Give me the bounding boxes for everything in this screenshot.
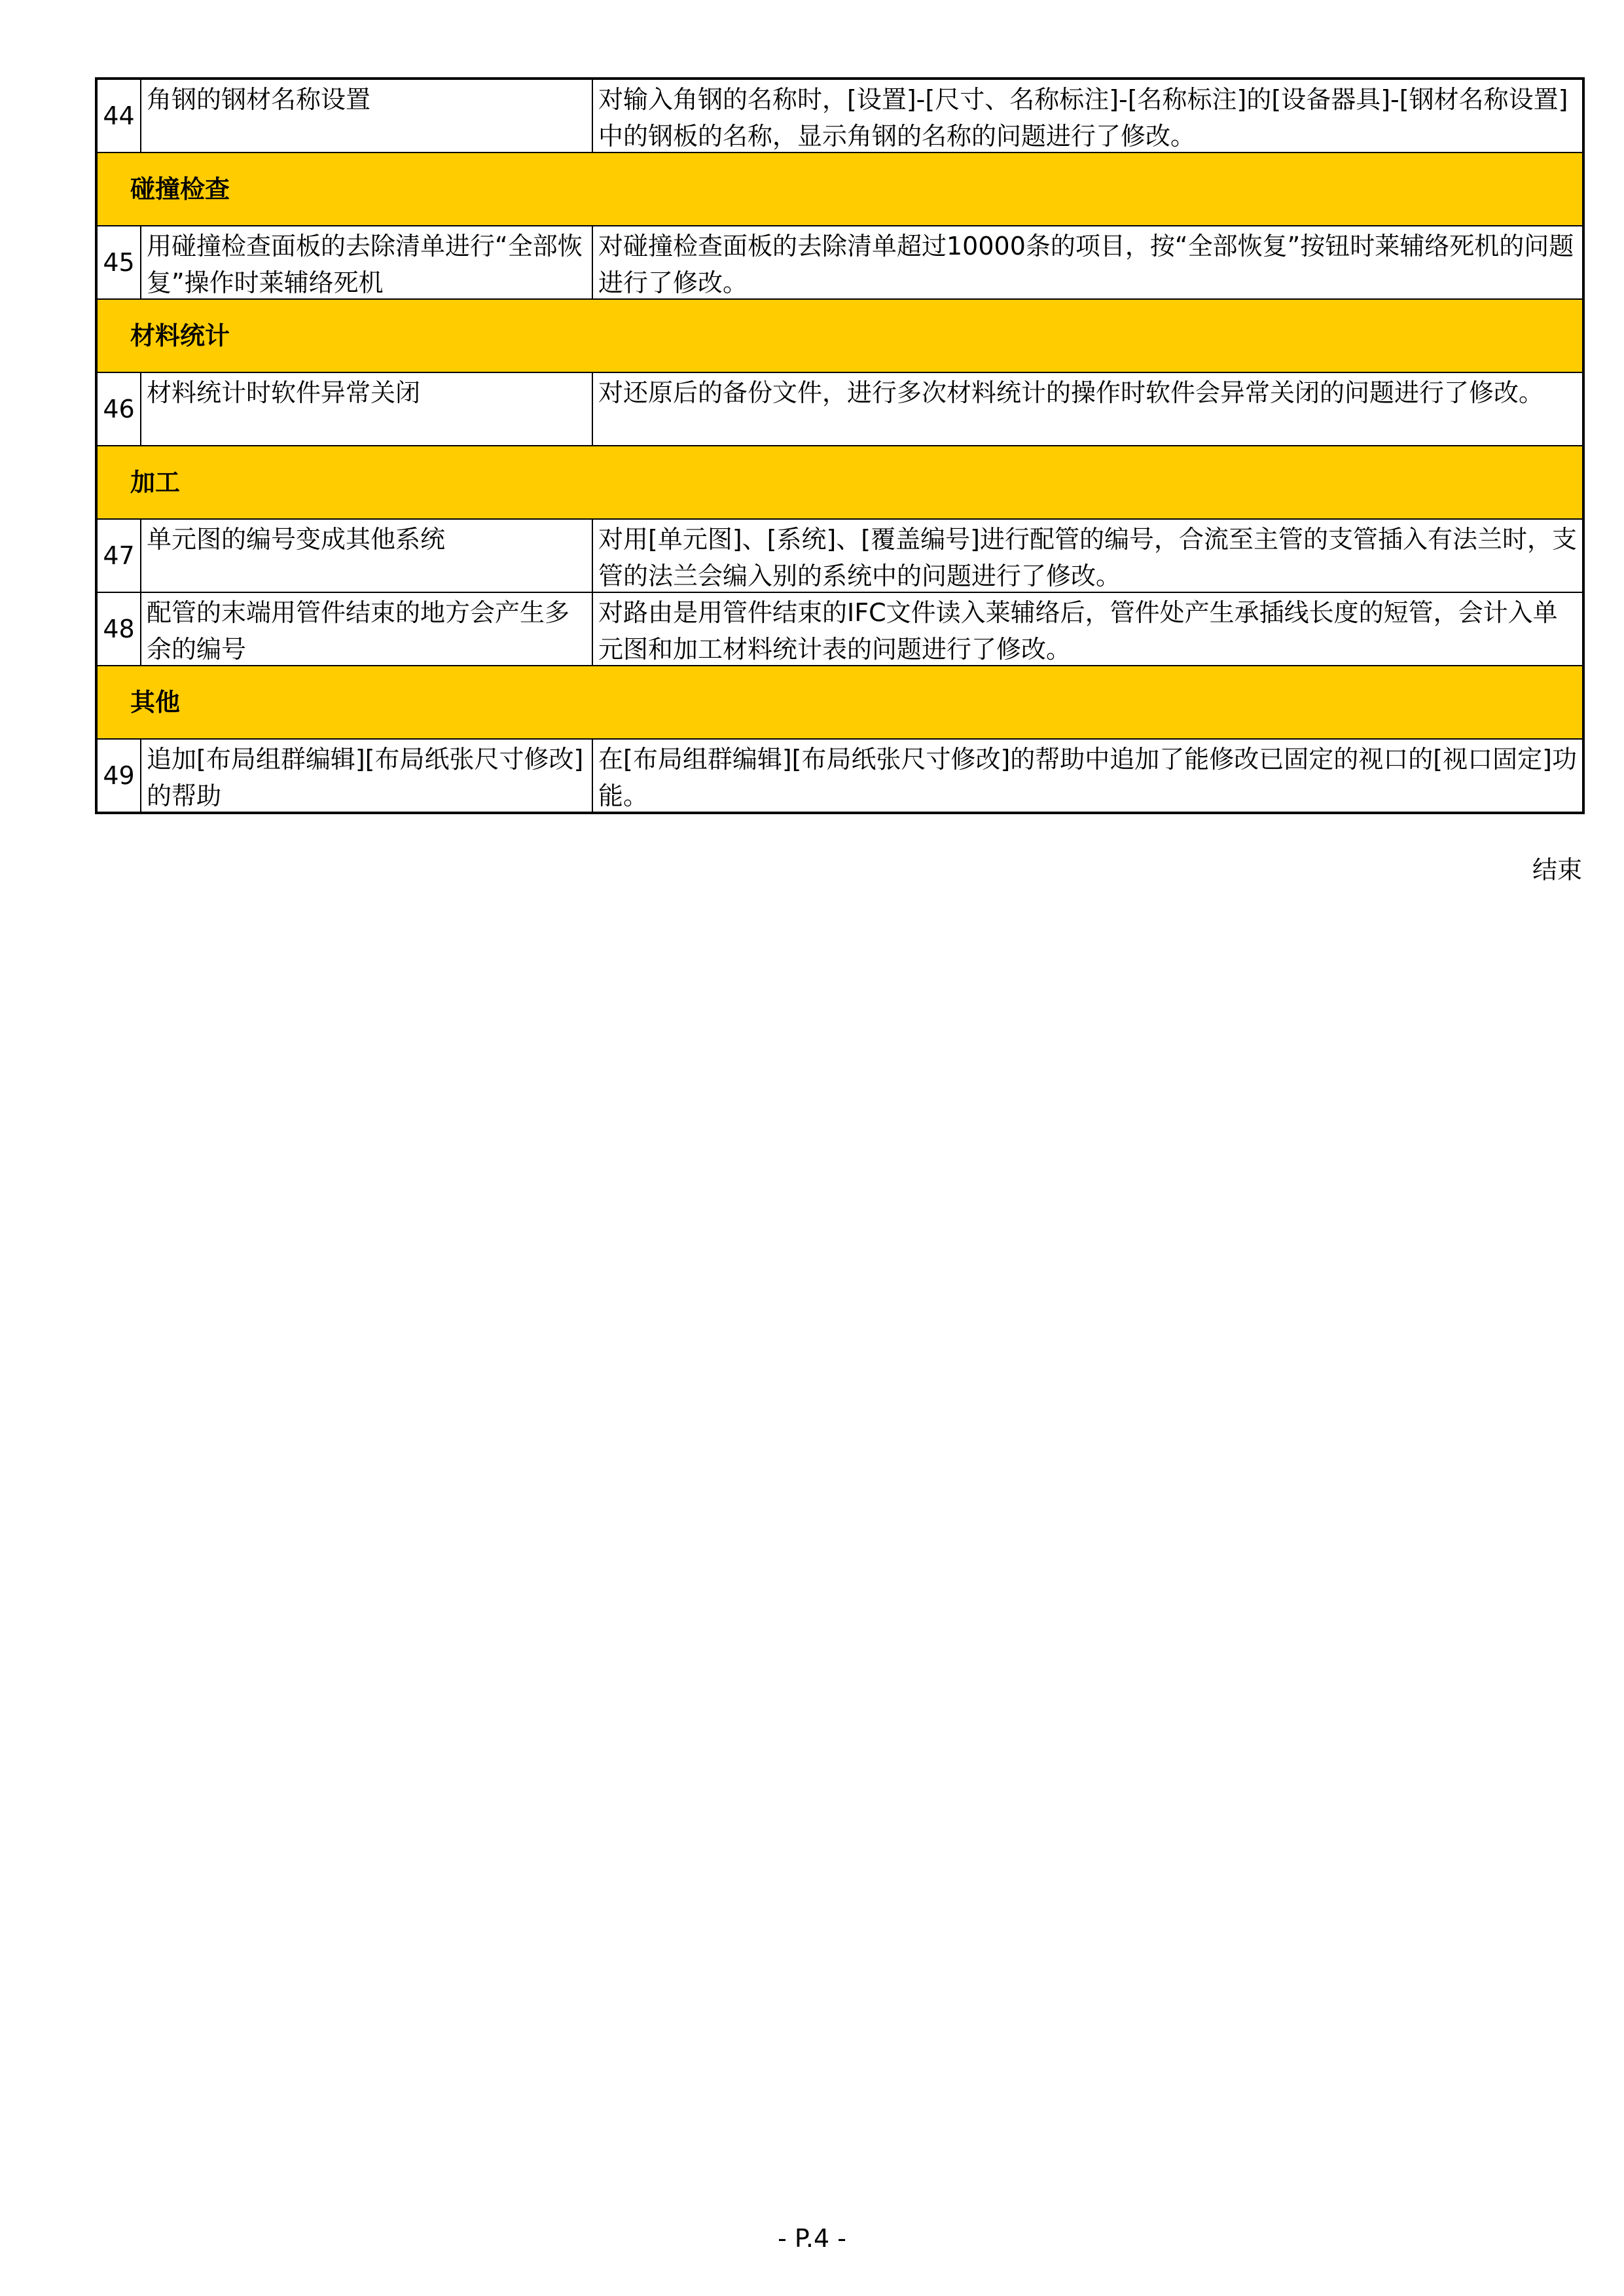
item-number: 48 [96, 592, 141, 666]
table-row [96, 226, 1583, 299]
item-title: 用碰撞检查面板的去除清单进行“全部恢复”操作时莱辅络死机 [147, 232, 583, 297]
section-header: 碰撞检查 [96, 152, 1583, 226]
item-title: 追加[布局组群编辑][布局纸张尺寸修改]的帮助 [147, 745, 584, 810]
table-row [96, 79, 1583, 152]
item-title: 角钢的钢材名称设置 [147, 85, 371, 114]
item-number: 47 [96, 519, 141, 592]
page-number: - P.4 - [778, 2224, 846, 2253]
item-title: 材料统计时软件异常关闭 [147, 378, 421, 407]
section-header: 加工 [96, 446, 1583, 519]
change-log-body [96, 79, 1583, 813]
section-row [96, 299, 1583, 372]
item-description: 对用[单元图]、[系统]、[覆盖编号]进行配管的编号，合流至主管的支管插入有法兰时，支管的法兰会编入别的系统中的问题进行了修改。 [598, 525, 1577, 590]
item-number: 46 [96, 372, 141, 446]
section-header: 其他 [96, 666, 1583, 739]
item-description: 对还原后的备份文件，进行多次材料统计的操作时软件会异常关闭的问题进行了修改。 [598, 378, 1544, 407]
item-title-cell [141, 519, 592, 592]
item-title-cell [141, 226, 592, 299]
item-title-cell [141, 592, 592, 666]
item-description-cell [592, 226, 1583, 299]
item-description: 对输入角钢的名称时，[设置]-[尺寸、名称标注]-[名称标注]的[设备器具]-[钢材名称设置]中的钢板的名称，显示角钢的名称的问题进行了修改。 [598, 85, 1568, 151]
change-log-table [95, 77, 1585, 814]
item-title: 配管的末端用管件结束的地方会产生多余的编号 [147, 598, 570, 664]
item-number: 45 [96, 226, 141, 299]
section-row [96, 446, 1583, 519]
item-description: 在[布局组群编辑][布局纸张尺寸修改]的帮助中追加了能修改已固定的视口的[视口固定]功能。 [598, 745, 1577, 810]
section-row [96, 666, 1583, 739]
item-description-cell [592, 592, 1583, 666]
item-description-cell [592, 372, 1583, 446]
item-title-cell [141, 739, 592, 813]
section-row [96, 152, 1583, 226]
section-header: 材料统计 [96, 299, 1583, 372]
item-description: 对碰撞检查面板的去除清单超过10000条的项目，按“全部恢复”按钮时莱辅络死机的问题进行了修改。 [598, 232, 1574, 297]
item-number: 44 [96, 79, 141, 152]
item-description: 对路由是用管件结束的IFC文件读入莱辅络后，管件处产生承插线长度的短管，会计入单元图和加工材料统计表的问题进行了修改。 [598, 598, 1558, 664]
item-title: 单元图的编号变成其他系统 [147, 525, 446, 554]
item-title-cell [141, 79, 592, 152]
table-row [96, 519, 1583, 592]
item-description-cell [592, 79, 1583, 152]
item-description-cell [592, 519, 1583, 592]
table-row [96, 592, 1583, 666]
item-title-cell [141, 372, 592, 446]
item-description-cell [592, 739, 1583, 813]
table-row [96, 372, 1583, 446]
end-label: 结束 [1532, 855, 1582, 884]
item-number: 49 [96, 739, 141, 813]
table-row [96, 739, 1583, 813]
